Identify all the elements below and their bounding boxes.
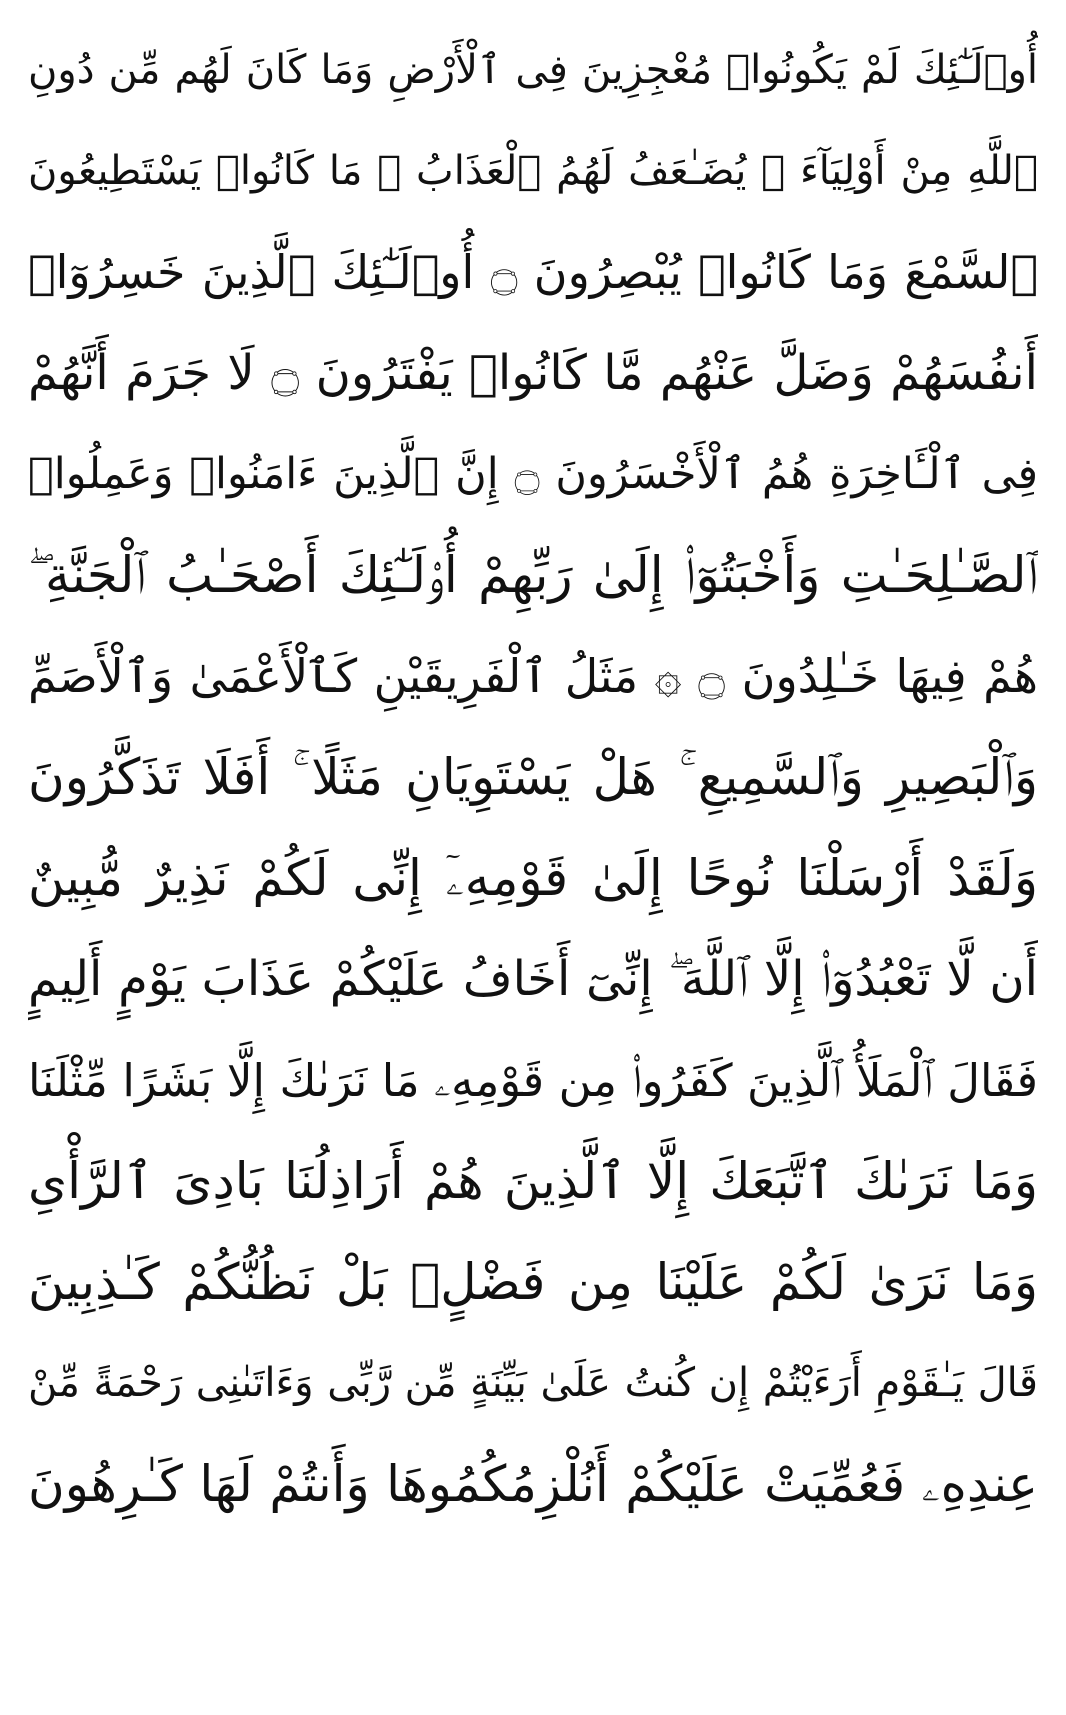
text-line-2: ٱللَّهِ مِنْ أَوْلِيَآءَ ۘ يُضَـٰعَفُ لَهُمُ ٱلْعَذَابُ ۚ مَا كَانُوا۟ يَسْتَطِيعُونَ: [28, 148, 1038, 194]
text-line-7: هُمْ فِيهَا خَـٰلِدُونَ ۝ ۞ مَثَلُ ٱلْفَرِيقَيْنِ كَٱلْأَعْمَىٰ وَٱلْأَصَمِّ: [28, 649, 1038, 703]
text-line-15: عِندِهِۦ فَعُمِّيَتْ عَلَيْكُمْ أَنُلْزِمُكُمُوهَا وَأَنتُمْ لَهَا كَـٰرِهُونَ: [28, 1455, 1038, 1513]
text-line-8: وَٱلْبَصِيرِ وَٱلسَّمِيعِ ۚ هَلْ يَسْتَوِيَانِ مَثَلًا ۚ أَفَلَا تَذَكَّرُونَ: [28, 748, 1038, 806]
text-line-1: أُو۟لَـٰٓئِكَ لَمْ يَكُونُوا۟ مُعْجِزِينَ فِى ٱلْأَرْضِ وَمَا كَانَ لَهُم مِّن دُونِ: [28, 47, 1038, 93]
verse-lines: [28, 20, 1038, 1535]
text-line-13: وَمَا نَرَىٰ لَكُمْ عَلَيْنَا مِن فَضْلٍۭ بَلْ نَظُنُّكُمْ كَـٰذِبِينَ: [28, 1253, 1038, 1311]
text-line-14: قَالَ يَـٰقَوْمِ أَرَءَيْتُمْ إِن كُنتُ عَلَىٰ بَيِّنَةٍ مِّن رَّبِّى وَءَاتَىٰنِى رَحْمَةً مِّنْ: [28, 1360, 1038, 1406]
text-line-9: وَلَقَدْ أَرْسَلْنَا نُوحًا إِلَىٰ قَوْمِهِۦٓ إِنِّى لَكُمْ نَذِيرٌ مُّبِينٌ: [28, 849, 1038, 907]
text-line-12: وَمَا نَرَىٰكَ ٱتَّبَعَكَ إِلَّا ٱلَّذِينَ هُمْ أَرَاذِلُنَا بَادِىَ ٱلرَّأْىِ: [28, 1152, 1038, 1210]
text-line-10: أَن لَّا تَعْبُدُوٓا۟ إِلَّا ٱللَّهَ ۖ إِنِّىٓ أَخَافُ عَلَيْكُمْ عَذَابَ يَوْمٍ أَلِيمٍ: [28, 951, 1038, 1007]
text-line-6: ٱلصَّـٰلِحَـٰتِ وَأَخْبَتُوٓا۟ إِلَىٰ رَبِّهِمْ أُو۟لَـٰٓئِكَ أَصْحَـٰبُ ٱلْجَنَّةِ ۖ: [28, 546, 1038, 604]
text-line-5: فِى ٱلْـَٔاخِرَةِ هُمُ ٱلْأَخْسَرُونَ ۝ إِنَّ ٱلَّذِينَ ءَامَنُوا۟ وَعَمِلُوا۟: [28, 449, 1038, 499]
text-line-4: أَنفُسَهُمْ وَضَلَّ عَنْهُم مَّا كَانُوا۟ يَفْتَرُونَ ۝ لَا جَرَمَ أَنَّهُمْ: [28, 345, 1038, 401]
text-line-11: فَقَالَ ٱلْمَلَأُ ٱلَّذِينَ كَفَرُوا۟ مِن قَوْمِهِۦ مَا نَرَىٰكَ إِلَّا بَشَرًا مِّثْلَنَا: [28, 1054, 1038, 1107]
text-line-3: ٱلسَّمْعَ وَمَا كَانُوا۟ يُبْصِرُونَ ۝ أُو۟لَـٰٓئِكَ ٱلَّذِينَ خَسِرُوٓا۟: [28, 245, 1038, 299]
